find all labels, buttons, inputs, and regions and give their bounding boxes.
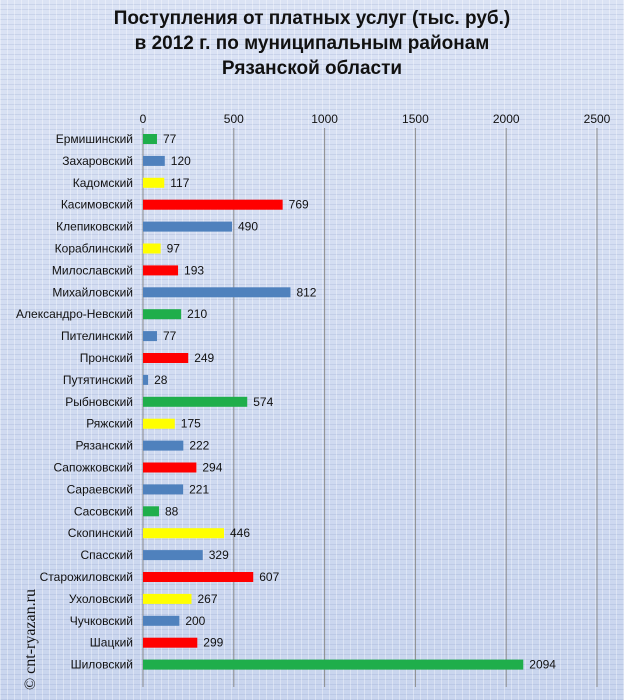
bars-layer bbox=[143, 134, 523, 670]
value-label: 329 bbox=[208, 548, 229, 563]
category-label: Спасский bbox=[80, 548, 133, 563]
value-label: 117 bbox=[170, 175, 190, 190]
value-label: 294 bbox=[202, 460, 223, 475]
value-label: 299 bbox=[203, 635, 224, 650]
value-label: 200 bbox=[185, 613, 206, 628]
category-label: Ряжский bbox=[86, 416, 133, 431]
bar bbox=[143, 397, 247, 407]
bar bbox=[143, 134, 157, 144]
bar bbox=[143, 331, 157, 341]
category-label: Пронский bbox=[79, 351, 133, 365]
value-label: 120 bbox=[170, 153, 191, 168]
bar bbox=[143, 463, 196, 473]
value-label: 267 bbox=[197, 591, 218, 606]
value-label: 28 bbox=[154, 372, 168, 387]
bar bbox=[143, 265, 178, 275]
value-label: 193 bbox=[184, 263, 205, 278]
value-label: 607 bbox=[259, 570, 280, 584]
bar bbox=[143, 550, 203, 560]
category-label: Старожиловский bbox=[39, 570, 133, 584]
bar bbox=[143, 419, 175, 429]
category-label: Рыбновский bbox=[65, 394, 133, 409]
x-tick-label: 0 bbox=[139, 112, 147, 126]
bar bbox=[143, 660, 523, 670]
category-label: Путятинский bbox=[62, 372, 133, 387]
x-axis-ticks bbox=[140, 112, 611, 126]
bar bbox=[143, 156, 165, 166]
bar bbox=[143, 178, 164, 188]
category-label: Касимовский bbox=[60, 197, 133, 212]
category-label: Милославский bbox=[51, 263, 133, 278]
chart-title-line-1: Поступления от платных услуг (тыс. руб.) bbox=[113, 8, 511, 29]
bar bbox=[143, 353, 188, 363]
bar bbox=[143, 222, 232, 232]
chart-title-line-3: Рязанской области bbox=[221, 58, 403, 79]
value-label: 490 bbox=[237, 219, 259, 234]
value-label: 769 bbox=[288, 197, 309, 212]
value-label: 210 bbox=[187, 307, 208, 322]
bar bbox=[143, 528, 224, 538]
value-label: 88 bbox=[164, 504, 179, 519]
category-label: Ухоловский bbox=[68, 591, 133, 606]
value-label: 446 bbox=[229, 526, 251, 541]
bar bbox=[143, 506, 159, 516]
category-label: Скопинский bbox=[67, 526, 133, 541]
value-label: 249 bbox=[194, 351, 215, 365]
value-label: 97 bbox=[166, 241, 180, 256]
watermark-text: © cnt-ryazan.ru bbox=[22, 589, 39, 690]
bar bbox=[143, 441, 183, 451]
value-label: 574 bbox=[253, 394, 274, 409]
value-label: 77 bbox=[162, 329, 177, 344]
category-label: Шацкий bbox=[89, 635, 133, 650]
category-label: Захаровский bbox=[62, 153, 133, 168]
value-label: 221 bbox=[189, 482, 210, 497]
bar bbox=[143, 484, 183, 494]
category-label: Шиловский bbox=[70, 657, 133, 672]
bar bbox=[143, 287, 290, 297]
value-label: 175 bbox=[180, 416, 201, 431]
category-label: Сараевский bbox=[66, 482, 133, 497]
bar bbox=[143, 638, 197, 648]
category-label: Кадомский bbox=[72, 175, 133, 190]
chart-title-line-2: в 2012 г. по муниципальным районам bbox=[134, 33, 490, 54]
bar bbox=[143, 309, 181, 319]
bar bbox=[143, 572, 253, 582]
value-label: 812 bbox=[296, 285, 317, 300]
bar bbox=[143, 200, 283, 210]
category-label: Рязанский bbox=[75, 438, 133, 453]
value-label: 77 bbox=[162, 132, 177, 146]
category-label: Михайловский bbox=[52, 285, 133, 300]
x-tick-label: 500 bbox=[223, 112, 244, 126]
bar bbox=[143, 375, 148, 385]
bar bbox=[143, 244, 161, 254]
value-label: 222 bbox=[189, 438, 210, 453]
category-label: Пителинский bbox=[61, 329, 133, 344]
category-label: Сасовский bbox=[73, 504, 133, 519]
category-label: Клепиковский bbox=[56, 219, 133, 234]
category-label: Сапожковский bbox=[53, 460, 133, 475]
category-label: Чучковский bbox=[69, 613, 133, 628]
x-tick-label: 2000 bbox=[492, 112, 520, 126]
bar bbox=[143, 616, 179, 626]
x-tick-label: 2500 bbox=[583, 112, 611, 126]
value-label: 2094 bbox=[529, 657, 556, 672]
x-tick-label: 1500 bbox=[402, 112, 429, 126]
x-tick-label: 1000 bbox=[311, 112, 338, 126]
category-label: Кораблинский bbox=[54, 241, 133, 256]
category-label: Александро-Невский bbox=[16, 307, 133, 322]
bar bbox=[143, 594, 191, 604]
category-label: Ермишинский bbox=[55, 132, 133, 146]
